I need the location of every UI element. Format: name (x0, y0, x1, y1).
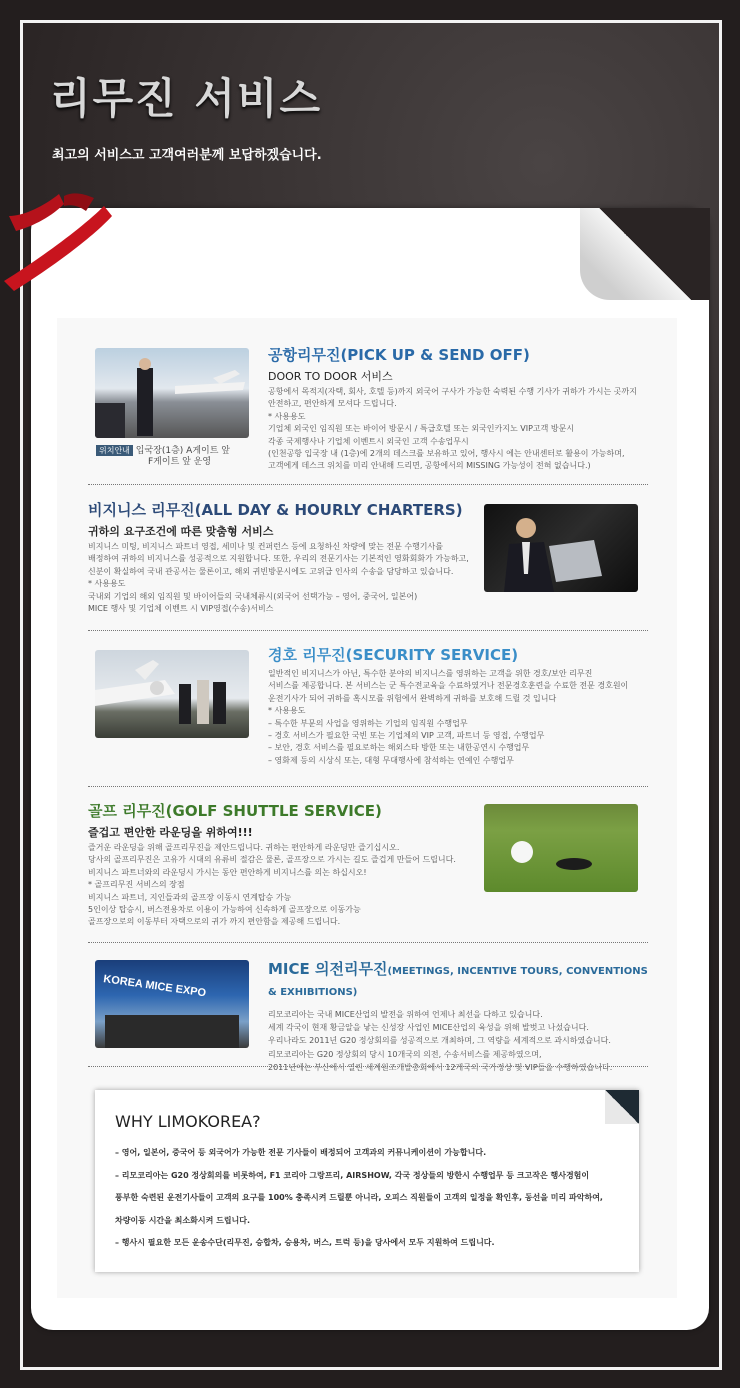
body-line: * 골프리무진 서비스의 장점 (88, 880, 185, 890)
location-info (96, 445, 230, 468)
why-line: 차량이동 시간을 최소화시켜 드립니다. (115, 1215, 251, 1225)
business-image (484, 504, 638, 592)
body-line: 서비스를 제공합니다. 본 서비스는 군 특수전교육을 수료하였거나 전문경호훈련을 수료한 전문 경호원이 (268, 681, 629, 691)
why-line: 풍부한 숙련된 운전기사들이 고객의 요구를 100% 충족시켜 드릴뿐 아니라, 오피스 직원들이 고객의 일정을 확인후, 동선을 미리 파악하여, (115, 1193, 603, 1202)
why-body (115, 1142, 603, 1255)
location-tag: 위치안내 (96, 445, 133, 456)
section-body (268, 1008, 648, 1074)
section-body (268, 668, 648, 767)
body-line: 5인이상 탑승시, 버스전용차로 이용이 가능하여 신속하게 골프장으로 이동가능 (88, 905, 361, 915)
businessman-laptop-icon (484, 504, 638, 592)
body-line: – 보안, 경호 서비스를 필요로하는 해외스타 방한 또는 내한공연시 수행업무 (268, 743, 530, 753)
golf-ball-icon (484, 804, 638, 892)
section-mice (268, 960, 648, 1074)
section-airport (268, 346, 648, 473)
section-title: 경호 리무진(SECURITY SERVICE) (268, 646, 519, 664)
body-line: 골프장으로의 이동부터 자택으로의 귀가 까지 편안함을 제공해 드립니다. (88, 917, 341, 927)
section-title: 비지니스 리무진(ALL DAY & HOURLY CHARTERS) (88, 501, 463, 519)
page-title: 리무진 서비스 (50, 74, 323, 123)
divider (88, 484, 648, 485)
why-limokorea-box (95, 1090, 639, 1272)
body-line: 2011년에는 부산에서 열린 세계원조개발총회에서 12개국의 국가정상 및 VIP들을 수행하였습니다. (268, 1062, 613, 1072)
section-business (88, 501, 468, 615)
golf-image (484, 804, 638, 892)
why-line: – 행사시 필요한 모든 운송수단(리무진, 승합차, 승용차, 버스, 트럭 등)을 당사에서 모두 지원하여 드립니다. (115, 1238, 495, 1247)
section-body (268, 386, 648, 473)
body-line: * 사용용도 (268, 706, 306, 716)
section-title-small: (MEETINGS, INCENTIVE TOURS, CONVENTIONS & EXHIBITIONS) (268, 966, 648, 998)
security-image (95, 650, 249, 738)
location-line1: 입국장(1층) A게이트 앞 (135, 446, 230, 456)
divider (88, 786, 648, 787)
body-line: 공항에서 목적지(자택, 회사, 호텔 등)까지 외국어 구사가 가능한 숙력된 수행 기사가 귀하가 가시는 곳까지 (268, 387, 637, 396)
page-subtitle: 최고의 서비스고 고객여러분께 보답하겠습니다. (52, 148, 322, 163)
body-line: 신분이 확실하여 국내 관공서는 물론이고, 해외 귀빈방문시에도 고위급 인사의 수송을 담당하고 있습니다. (88, 566, 454, 576)
body-line: 일반적인 비지니스가 아닌, 특수한 분야의 비지니스를 영위하는 고객을 위한 경호/보안 리무진 (268, 669, 593, 678)
body-line: – 특수한 부문의 사업을 영위하는 기업의 임직원 수행업무 (268, 718, 468, 728)
body-line: MICE 행사 및 기업체 이벤트 시 VIP영접(수송)서비스 (88, 604, 274, 614)
jet-guards-icon (95, 650, 249, 738)
section-body (88, 842, 468, 929)
body-line: 국내외 기업의 해외 임직원 및 바이어들의 국내체류시(외국어 선택가능 – 영어, 중국어, 일본어) (88, 591, 418, 601)
section-title: 골프 리무진(GOLF SHUTTLE SERVICE) (88, 802, 382, 820)
body-line: (인천공항 입국장 내 (1층)에 2개의 데스크를 보유하고 있어, 행사시 에는 안내센터로 활용이 가능하며, (268, 449, 625, 459)
divider (88, 630, 648, 631)
section-body (88, 541, 468, 615)
why-line: – 영어, 일본어, 중국어 등 외국어가 가능한 전문 기사들이 배정되어 고객과의 커뮤니케이션이 가능합니다. (115, 1148, 487, 1157)
divider (88, 942, 648, 943)
location-line2: F게이트 앞 운영 (148, 457, 212, 467)
airport-image (95, 348, 249, 438)
body-line: 배정하여 귀하의 비지니스를 성공적으로 지원합니다. 또한, 우리의 전문기사는 기본적인 영화회화가 가능하고, (88, 554, 469, 564)
exhibition-icon (95, 960, 249, 1048)
section-title (268, 960, 648, 1002)
body-line: 당사의 골프리무진은 고유가 시대의 유류비 절감은 물론, 골프장으로 가시는 길도 즐겁게 만들어 드립니다. (88, 855, 456, 865)
body-line: * 사용용도 (88, 579, 126, 589)
why-line: – 리모코리아는 G20 정상회의를 비롯하여, F1 코리아 그랑프리, AIRSHOW, 각국 정상들의 방한시 수행업무 등 크고작은 행사경험이 (115, 1170, 590, 1180)
body-line: – 경호 서비스가 필요한 국빈 또는 기업체의 VIP 고객, 파트너 등 영접, 수행업무 (268, 731, 545, 741)
body-line: 리모코리아는 G20 정상회의 당시 10개국의 의전, 수송서비스를 제공하였으며, (268, 1049, 542, 1059)
body-line: 기업체 외국인 임직원 또는 바이어 방문시 / 특급호텔 또는 외국인카지노 VIP고객 방문시 (268, 424, 575, 434)
section-security (268, 646, 648, 767)
section-subtitle: 즐겁고 편안한 라운딩을 위하여!!! (88, 826, 253, 839)
section-title: 공항리무진(PICK UP & SEND OFF) (268, 346, 530, 364)
body-line: * 사용용도 (268, 411, 306, 421)
body-line: 즐거운 라운딩을 위해 골프리무진을 제안드립니다. 귀하는 편안하게 라운딩만 즐기십시오. (88, 843, 400, 852)
body-line: 세계 각국이 현재 황금알을 낳는 신성장 사업인 MICE산업의 육성을 위해 발벗고 나섰습니다. (268, 1023, 589, 1033)
why-title: WHY LIMOKOREA? (115, 1112, 261, 1131)
body-line: – 영화제 등의 시상식 또는, 대형 무대행사에 참석하는 연예인 수행업무 (268, 755, 514, 765)
body-line: 고객에게 데스크 위치를 미리 안내해 드리면, 공항에서의 MISSING 가능성이 전혀 없습니다.) (268, 461, 591, 471)
body-line: 운전기사가 되어 귀하를 혹시모를 위험에서 완벽하게 귀하를 보호해 드릴 것 입니다 (268, 693, 557, 703)
body-line: 각종 국제행사나 기업체 이벤트시 외국인 고객 수송업무시 (268, 436, 469, 446)
body-line: 비지니스 미팅, 비지니스 파트너 영접, 세미나 및 컨퍼런스 등에 요청하신 차량에 맞는 전문 수행기사를 (88, 542, 443, 551)
body-line: 리모코리아는 국내 MICE산업의 발전을 위하여 언제나 최선을 다하고 있습니다. (268, 1010, 543, 1019)
mice-image-text: KOREA MICE EXPO (102, 973, 207, 1000)
page-curl-corner (580, 208, 710, 300)
body-line: 비지니스 파트너와의 라운딩시 가시는 동안 편안하게 비지니스를 의논 하십시오! (88, 867, 367, 877)
corner-fold-icon (605, 1090, 639, 1124)
mice-image (95, 960, 249, 1048)
section-subtitle: DOOR TO DOOR 서비스 (268, 370, 393, 383)
body-line: 안전하고, 편안하게 모셔다 드립니다. (268, 399, 397, 409)
section-title-main: MICE 의전리무진 (268, 960, 388, 978)
body-line: 우리나라도 2011년 G20 정상회의를 성공적으로 개최하며, 그 역량을 세계적으로 과시하였습니다. (268, 1036, 611, 1046)
airplane-chauffeur-icon (95, 348, 249, 438)
divider (88, 1066, 648, 1067)
ribbon-icon (4, 186, 114, 296)
body-line: 비지니스 파트너, 지인들과의 골프장 이동시 연계탑승 가능 (88, 892, 292, 902)
section-subtitle: 귀하의 요구조건에 따른 맞춤형 서비스 (88, 525, 274, 538)
section-golf (88, 802, 468, 929)
